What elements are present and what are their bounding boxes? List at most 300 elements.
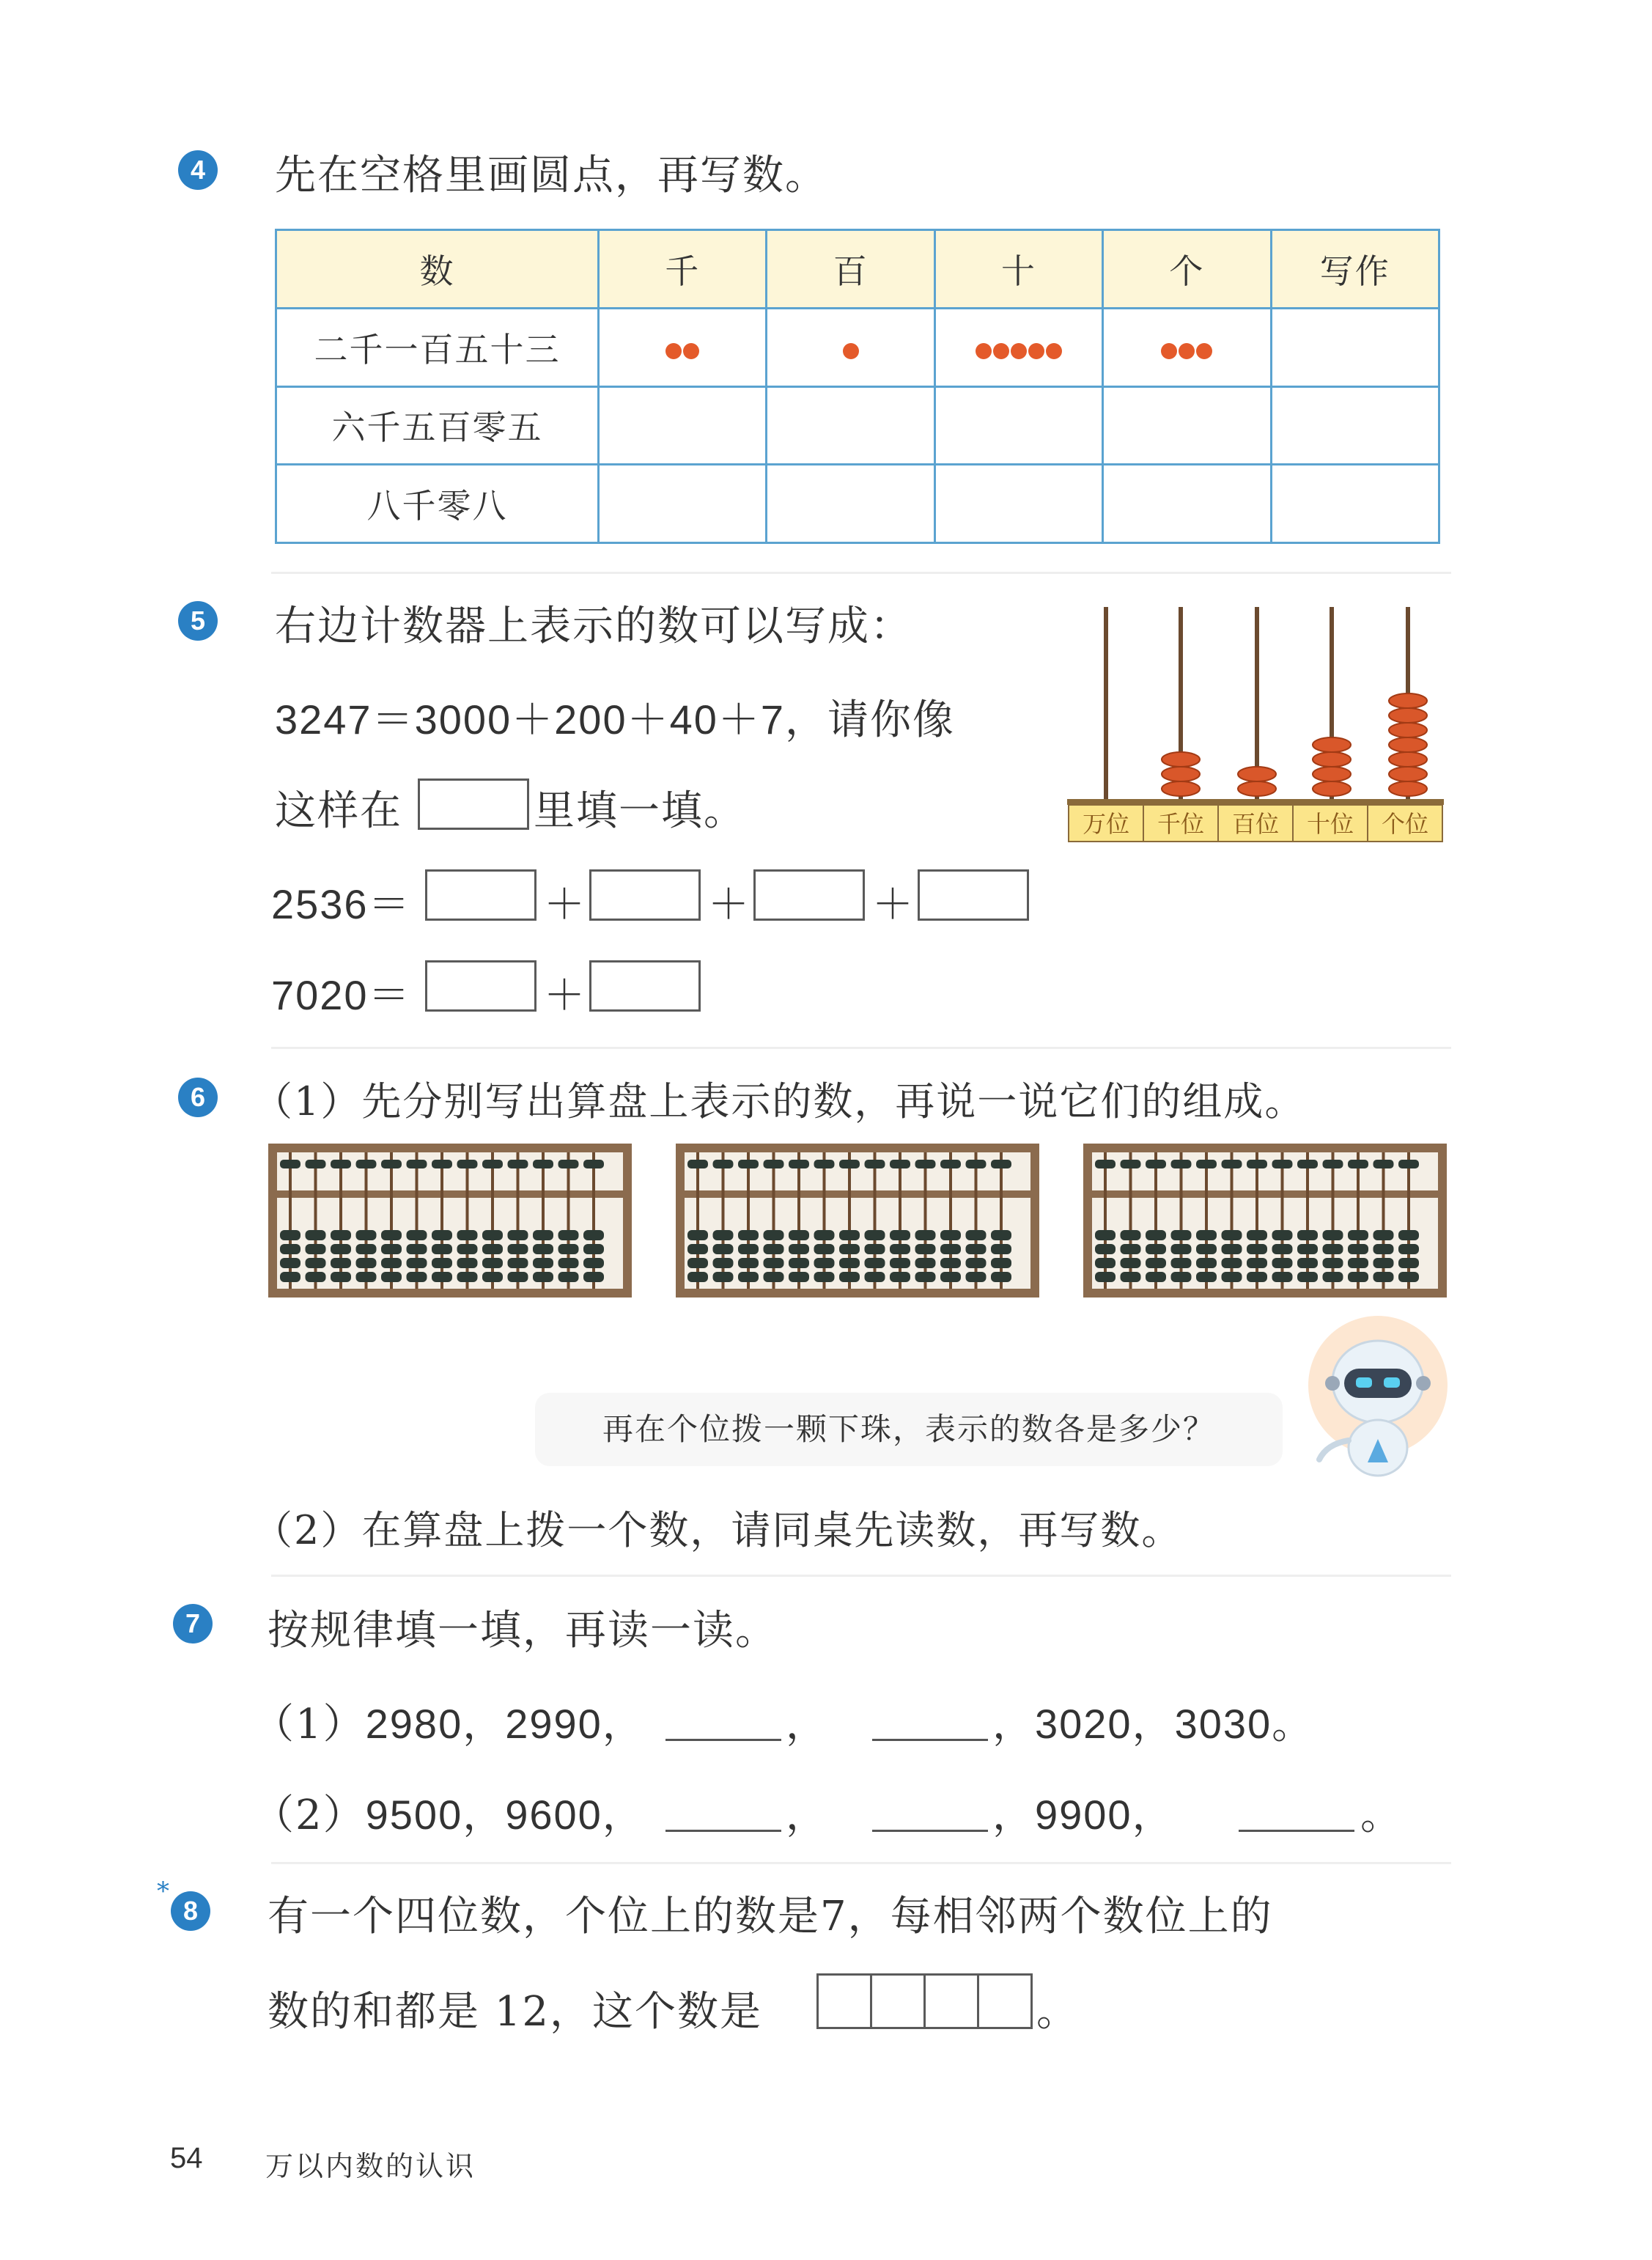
sequence-value: 9900 — [1035, 1792, 1132, 1838]
abacus-bead — [407, 1258, 427, 1268]
abacus-bead — [1348, 1230, 1368, 1240]
digit-box[interactable] — [977, 1973, 1033, 2029]
abacus-bead — [432, 1244, 452, 1254]
answer-box[interactable] — [589, 960, 701, 1012]
abacus-bead — [356, 1272, 377, 1282]
example-tail: ，请你像 — [785, 696, 956, 744]
dot-marker — [1028, 343, 1044, 359]
abacus-beam — [277, 1190, 623, 1198]
abacus-bead — [890, 1244, 910, 1254]
optional-star: * — [157, 1877, 169, 1906]
abacus-rod — [823, 1152, 826, 1289]
dot-cell[interactable] — [599, 465, 767, 543]
counter-base — [1067, 799, 1444, 805]
abacus-bead — [533, 1244, 553, 1254]
digit-box[interactable] — [923, 1973, 979, 2029]
table-header-written: 写作 — [1271, 230, 1439, 309]
abacus-bead — [482, 1272, 503, 1282]
abacus-rod — [848, 1152, 851, 1289]
abacus-bead — [1121, 1272, 1141, 1282]
period: 。 — [1360, 1792, 1403, 1839]
abacus-bead — [789, 1230, 809, 1240]
abacus-bead — [306, 1258, 326, 1268]
table-header-tens: 十 — [934, 230, 1102, 309]
abacus-bead — [764, 1230, 784, 1240]
abacus-bead — [865, 1244, 885, 1254]
divider — [271, 1575, 1451, 1577]
abacus-bead — [839, 1272, 860, 1282]
plus-sign: ＋ — [544, 881, 586, 927]
abacus-bead — [432, 1272, 452, 1282]
abacus-bead — [381, 1258, 402, 1268]
abacus-rod — [899, 1152, 901, 1289]
abacus-bead — [533, 1272, 553, 1282]
counter-bead — [1162, 781, 1200, 796]
table-header-hundreds: 百 — [767, 230, 934, 309]
counter-bead — [1162, 752, 1200, 767]
abacus-bead — [1373, 1244, 1394, 1254]
abacus-bead — [764, 1272, 784, 1282]
abacus-bead — [940, 1258, 961, 1268]
abacus-rod — [314, 1152, 317, 1289]
abacus-bead — [1323, 1230, 1343, 1240]
abacus-bead — [865, 1258, 885, 1268]
sequence-value: 2990 — [505, 1701, 602, 1747]
written-cell[interactable] — [1271, 465, 1439, 543]
plus-sign: ＋ — [708, 881, 751, 927]
abacus-bead — [839, 1160, 860, 1168]
abacus-bead — [991, 1160, 1011, 1168]
abacus-bead — [966, 1272, 987, 1282]
counter-bead — [1238, 781, 1276, 796]
answer-box[interactable] — [589, 869, 701, 921]
abacus-bead — [966, 1160, 987, 1168]
counter-label: 千位 — [1157, 810, 1205, 838]
chapter-title: 万以内数的认识 — [265, 2150, 476, 2182]
abacus-bead — [558, 1272, 579, 1282]
comma: ， — [992, 1792, 1035, 1839]
abacus-bead — [482, 1258, 503, 1268]
sequence-line-2-tail — [992, 1783, 1175, 1841]
place-value-counter — [1063, 601, 1451, 843]
abacus-bead — [558, 1230, 579, 1240]
abacus-bead — [1121, 1244, 1141, 1254]
abacus-rod — [1357, 1152, 1360, 1289]
abacus-bead — [457, 1160, 478, 1168]
dot-marker — [993, 343, 1009, 359]
answer-blank[interactable] — [665, 1830, 781, 1832]
counter-beads — [1162, 693, 1427, 796]
comma: ， — [786, 1792, 828, 1839]
abacus-bead — [558, 1244, 579, 1254]
dot-marker — [683, 343, 699, 359]
comma: ， — [462, 1792, 506, 1839]
abacus-bead — [1171, 1272, 1192, 1282]
abacus-bead — [915, 1272, 936, 1282]
abacus-bead — [583, 1272, 604, 1282]
abacus-bead — [331, 1160, 351, 1168]
abacus-bead — [1323, 1258, 1343, 1268]
question-6-part2: （2）在算盘上拨一个数，请同桌先读数，再写数。 — [253, 1507, 1183, 1553]
abacus-bead — [558, 1258, 579, 1268]
abacus-bead — [687, 1258, 708, 1268]
question-5-line2 — [275, 688, 955, 746]
abacus-bead — [764, 1160, 784, 1168]
abacus-bead — [991, 1258, 1011, 1268]
abacus-bead — [381, 1244, 402, 1254]
dot-cell[interactable] — [767, 386, 934, 465]
abacus-bead — [839, 1258, 860, 1268]
answer-box[interactable] — [425, 869, 536, 921]
abacus-bead — [1095, 1160, 1116, 1168]
abacus-bead — [1121, 1258, 1141, 1268]
abacus-bead — [1095, 1258, 1116, 1268]
abacus-bead — [1247, 1258, 1267, 1268]
abacus-rod — [874, 1152, 877, 1289]
abacus-bead — [508, 1160, 528, 1168]
abacus-bead — [1373, 1160, 1394, 1168]
abacus-bead — [482, 1160, 503, 1168]
abacus-bead — [991, 1230, 1011, 1240]
dot-marker — [1161, 343, 1177, 359]
abacus-bead — [991, 1272, 1011, 1282]
abacus-bead — [1297, 1230, 1318, 1240]
answer-blank[interactable] — [1239, 1830, 1354, 1832]
question-4-badge: 4 — [178, 150, 218, 190]
dot-marker — [1196, 343, 1212, 359]
question-5-line1: 右边计数器上表示的数可以写成： — [275, 603, 912, 650]
abacus-bead — [713, 1272, 734, 1282]
abacus-bead — [1247, 1230, 1267, 1240]
abacus-bead — [1272, 1244, 1293, 1254]
answer-box[interactable] — [425, 960, 536, 1012]
sequence-line-2 — [253, 1783, 645, 1841]
question-8-end: 。 — [1036, 1988, 1079, 2036]
abacus-bead — [1247, 1160, 1267, 1168]
abacus-bead — [1348, 1272, 1368, 1282]
abacus-rod — [416, 1152, 418, 1289]
place-value-table — [275, 229, 1440, 544]
counter-bead — [1313, 781, 1351, 796]
counter-bead — [1313, 752, 1351, 767]
abacus-bead — [558, 1160, 579, 1168]
abacus-rod — [1104, 1152, 1107, 1289]
abacus-rod — [1154, 1152, 1157, 1289]
table-header-thousands: 千 — [599, 230, 767, 309]
abacus-bead — [331, 1230, 351, 1240]
comma: ， — [602, 1792, 645, 1839]
abacus-bead — [687, 1160, 708, 1168]
abacus-bead — [1146, 1244, 1166, 1254]
abacus-bead — [890, 1272, 910, 1282]
abacus-bead — [789, 1244, 809, 1254]
answer-blank[interactable] — [665, 1739, 781, 1741]
abacus-rod — [1205, 1152, 1208, 1289]
abacus-bead — [1196, 1272, 1217, 1282]
period: 。 — [1272, 1701, 1315, 1748]
counter-bead — [1389, 723, 1427, 737]
abacus-rod — [696, 1152, 699, 1289]
abacus-bead — [789, 1272, 809, 1282]
abacus-bead — [1196, 1258, 1217, 1268]
abacus-bead — [966, 1258, 987, 1268]
digit-box[interactable] — [816, 1973, 872, 2029]
abacus-bead — [738, 1258, 759, 1268]
abacus-rod — [567, 1152, 570, 1289]
dot-cell[interactable] — [1103, 308, 1271, 386]
abacus-bead — [1247, 1244, 1267, 1254]
written-cell[interactable] — [1271, 386, 1439, 465]
answer-blank[interactable] — [872, 1739, 988, 1741]
abacus-bead — [789, 1160, 809, 1168]
abacus-rod — [1255, 1152, 1258, 1289]
dot-marker — [1011, 343, 1027, 359]
abacus-bead — [306, 1230, 326, 1240]
dot-marker — [843, 343, 859, 359]
abacus-bead — [1222, 1244, 1242, 1254]
divider — [271, 1862, 1451, 1864]
abacus-bead — [738, 1244, 759, 1254]
abacus-bead — [1323, 1160, 1343, 1168]
abacus-bead — [764, 1258, 784, 1268]
divider — [271, 1047, 1451, 1049]
abacus-bead — [915, 1258, 936, 1268]
abacus-bead — [432, 1258, 452, 1268]
abacus-bead — [940, 1272, 961, 1282]
abacus-bead — [381, 1230, 402, 1240]
abacus-bead — [1272, 1230, 1293, 1240]
abacus-rod — [975, 1152, 978, 1289]
abacus-bead — [381, 1272, 402, 1282]
abacus-bead — [940, 1160, 961, 1168]
dot-cell[interactable] — [1103, 386, 1271, 465]
question-5-badge: 5 — [178, 601, 218, 641]
abacus-3 — [1083, 1144, 1447, 1298]
abacus-bead — [583, 1258, 604, 1268]
abacus-rod — [1306, 1152, 1309, 1289]
counter-bead — [1162, 767, 1200, 781]
question-5-line3-post: 里填一填。 — [534, 787, 746, 835]
comma: ， — [1132, 1701, 1175, 1748]
abacus-bead — [457, 1258, 478, 1268]
abacus-rod — [797, 1152, 800, 1289]
comma: ， — [992, 1701, 1035, 1748]
abacus-bead — [713, 1160, 734, 1168]
abacus-bead — [814, 1244, 835, 1254]
abacus-bead — [1095, 1244, 1116, 1254]
digit-box[interactable] — [870, 1973, 926, 2029]
question-7-prompt: 按规律填一填，再读一读。 — [268, 1607, 778, 1654]
abacus-bead — [280, 1160, 300, 1168]
abacus-bead — [1272, 1258, 1293, 1268]
table-header-ones: 个 — [1103, 230, 1271, 309]
abacus-bead — [890, 1160, 910, 1168]
question-8-line2: 数的和都是 12，这个数是 — [268, 1988, 763, 2036]
question-5-line3-pre: 这样在 — [275, 787, 402, 835]
dot-cell[interactable] — [599, 308, 767, 386]
dot-marker — [1179, 343, 1195, 359]
abacus-bead — [915, 1244, 936, 1254]
counter-bead — [1313, 767, 1351, 781]
abacus-rod — [722, 1152, 725, 1289]
answer-box[interactable] — [753, 869, 865, 921]
abacus-bead — [1398, 1272, 1419, 1282]
abacus-bead — [1222, 1230, 1242, 1240]
abacus-rod — [517, 1152, 520, 1289]
answer-blank[interactable] — [872, 1830, 988, 1832]
example-equation: 3247＝3000＋200＋40＋7 — [275, 696, 786, 743]
abacus-rod — [1407, 1152, 1410, 1289]
abacus-bead — [407, 1230, 427, 1240]
answer-box[interactable] — [918, 869, 1029, 921]
abacus-bead — [687, 1244, 708, 1254]
abacus-bead — [280, 1230, 300, 1240]
abacus-bead — [1146, 1258, 1166, 1268]
question-6-badge: 6 — [178, 1078, 218, 1117]
comma: ， — [786, 1701, 828, 1748]
dot-marker — [1046, 343, 1062, 359]
abacus-bead — [432, 1160, 452, 1168]
abacus-bead — [1146, 1160, 1166, 1168]
abacus-bead — [1222, 1160, 1242, 1168]
abacus-bead — [508, 1258, 528, 1268]
abacus-bead — [407, 1160, 427, 1168]
abacus-bead — [1095, 1272, 1116, 1282]
abacus-bead — [508, 1272, 528, 1282]
abacus-bead — [687, 1272, 708, 1282]
sequence-value: 9500 — [365, 1792, 463, 1838]
table-row-label: 八千零八 — [276, 465, 599, 543]
abacus-bead — [814, 1160, 835, 1168]
abacus-rod — [542, 1152, 545, 1289]
abacus-rod — [924, 1152, 927, 1289]
abacus-bead — [738, 1230, 759, 1240]
counter-bead — [1389, 752, 1427, 767]
dot-marker — [976, 343, 992, 359]
counter-bead — [1389, 693, 1427, 708]
abacus-rod — [390, 1152, 393, 1289]
abacus-bead — [915, 1230, 936, 1240]
abacus-bead — [306, 1160, 326, 1168]
abacus-inner — [1092, 1152, 1438, 1289]
table-header-number: 数 — [276, 230, 599, 309]
abacus-bead — [966, 1230, 987, 1240]
abacus-bead — [1373, 1272, 1394, 1282]
sequence-value: 9600 — [505, 1792, 602, 1838]
abacus-bead — [1398, 1244, 1419, 1254]
sequence-line-1 — [253, 1692, 645, 1751]
question-6-part1: （1）先分别写出算盘上表示的数，再说一说它们的组成。 — [253, 1078, 1306, 1125]
divider — [271, 572, 1451, 574]
hint-bubble: 再在个位拨一颗下珠，表示的数各是多少？ — [535, 1393, 1283, 1466]
abacus-bead — [713, 1230, 734, 1240]
question-4-prompt: 先在空格里画圆点，再写数。 — [275, 152, 827, 199]
abacus-rod — [440, 1152, 443, 1289]
abacus-bead — [306, 1272, 326, 1282]
abacus-bead — [966, 1244, 987, 1254]
dot-cell[interactable] — [599, 386, 767, 465]
abacus-bead — [1146, 1272, 1166, 1282]
abacus-bead — [839, 1230, 860, 1240]
abacus-bead — [1121, 1230, 1141, 1240]
abacus-bead — [1196, 1244, 1217, 1254]
abacus-1 — [268, 1144, 632, 1298]
abacus-bead — [356, 1230, 377, 1240]
abacus-bead — [1398, 1230, 1419, 1240]
abacus-rod — [592, 1152, 595, 1289]
abacus-bead — [915, 1160, 936, 1168]
dot-cell[interactable] — [767, 465, 934, 543]
table-row-label: 二千一百五十三 — [276, 308, 599, 386]
abacus-bead — [1121, 1160, 1141, 1168]
abacus-bead — [508, 1244, 528, 1254]
dot-cell[interactable] — [934, 465, 1102, 543]
equation-2536-lhs: 2536＝ — [271, 881, 411, 927]
abacus-bead — [890, 1230, 910, 1240]
abacus-bead — [1297, 1258, 1318, 1268]
abacus-bead — [1222, 1272, 1242, 1282]
question-8-badge: 8 — [171, 1891, 210, 1931]
abacus-bead — [1171, 1230, 1192, 1240]
counter-label: 百位 — [1231, 810, 1280, 838]
abacus-rod — [491, 1152, 494, 1289]
abacus-bead — [407, 1272, 427, 1282]
abacus-bead — [381, 1160, 402, 1168]
comma: ， — [1132, 1792, 1175, 1839]
example-box — [418, 779, 529, 830]
abacus-bead — [789, 1258, 809, 1268]
robot-mascot-icon — [1297, 1316, 1451, 1477]
dot-cell[interactable] — [934, 386, 1102, 465]
abacus-bead — [331, 1272, 351, 1282]
abacus-bead — [280, 1272, 300, 1282]
abacus-bead — [687, 1230, 708, 1240]
abacus-rod — [772, 1152, 775, 1289]
abacus-bead — [1171, 1258, 1192, 1268]
abacus-bead — [1196, 1160, 1217, 1168]
abacus-2 — [676, 1144, 1039, 1298]
abacus-bead — [991, 1244, 1011, 1254]
abacus-beam — [1092, 1190, 1438, 1198]
abacus-bead — [1272, 1160, 1293, 1168]
abacus-bead — [738, 1160, 759, 1168]
abacus-bead — [331, 1244, 351, 1254]
abacus-rod — [1231, 1152, 1234, 1289]
abacus-bead — [1297, 1272, 1318, 1282]
counter-bead — [1389, 781, 1427, 796]
dot-cell[interactable] — [767, 308, 934, 386]
abacus-bead — [1297, 1244, 1318, 1254]
abacus-bead — [457, 1244, 478, 1254]
dot-cell[interactable] — [1103, 465, 1271, 543]
page-number: 54 — [170, 2142, 203, 2174]
counter-bead — [1389, 737, 1427, 752]
sequence-label: （2） — [253, 1792, 366, 1839]
abacus-inner — [277, 1152, 623, 1289]
abacus-rod — [289, 1152, 292, 1289]
abacus-bead — [940, 1244, 961, 1254]
written-cell[interactable] — [1271, 308, 1439, 386]
abacus-bead — [713, 1244, 734, 1254]
abacus-bead — [1373, 1230, 1394, 1240]
abacus-bead — [306, 1244, 326, 1254]
abacus-bead — [1095, 1230, 1116, 1240]
abacus-inner — [685, 1152, 1030, 1289]
abacus-rod — [1281, 1152, 1284, 1289]
abacus-bead — [280, 1244, 300, 1254]
abacus-bead — [1398, 1160, 1419, 1168]
dot-cell[interactable] — [934, 308, 1102, 386]
